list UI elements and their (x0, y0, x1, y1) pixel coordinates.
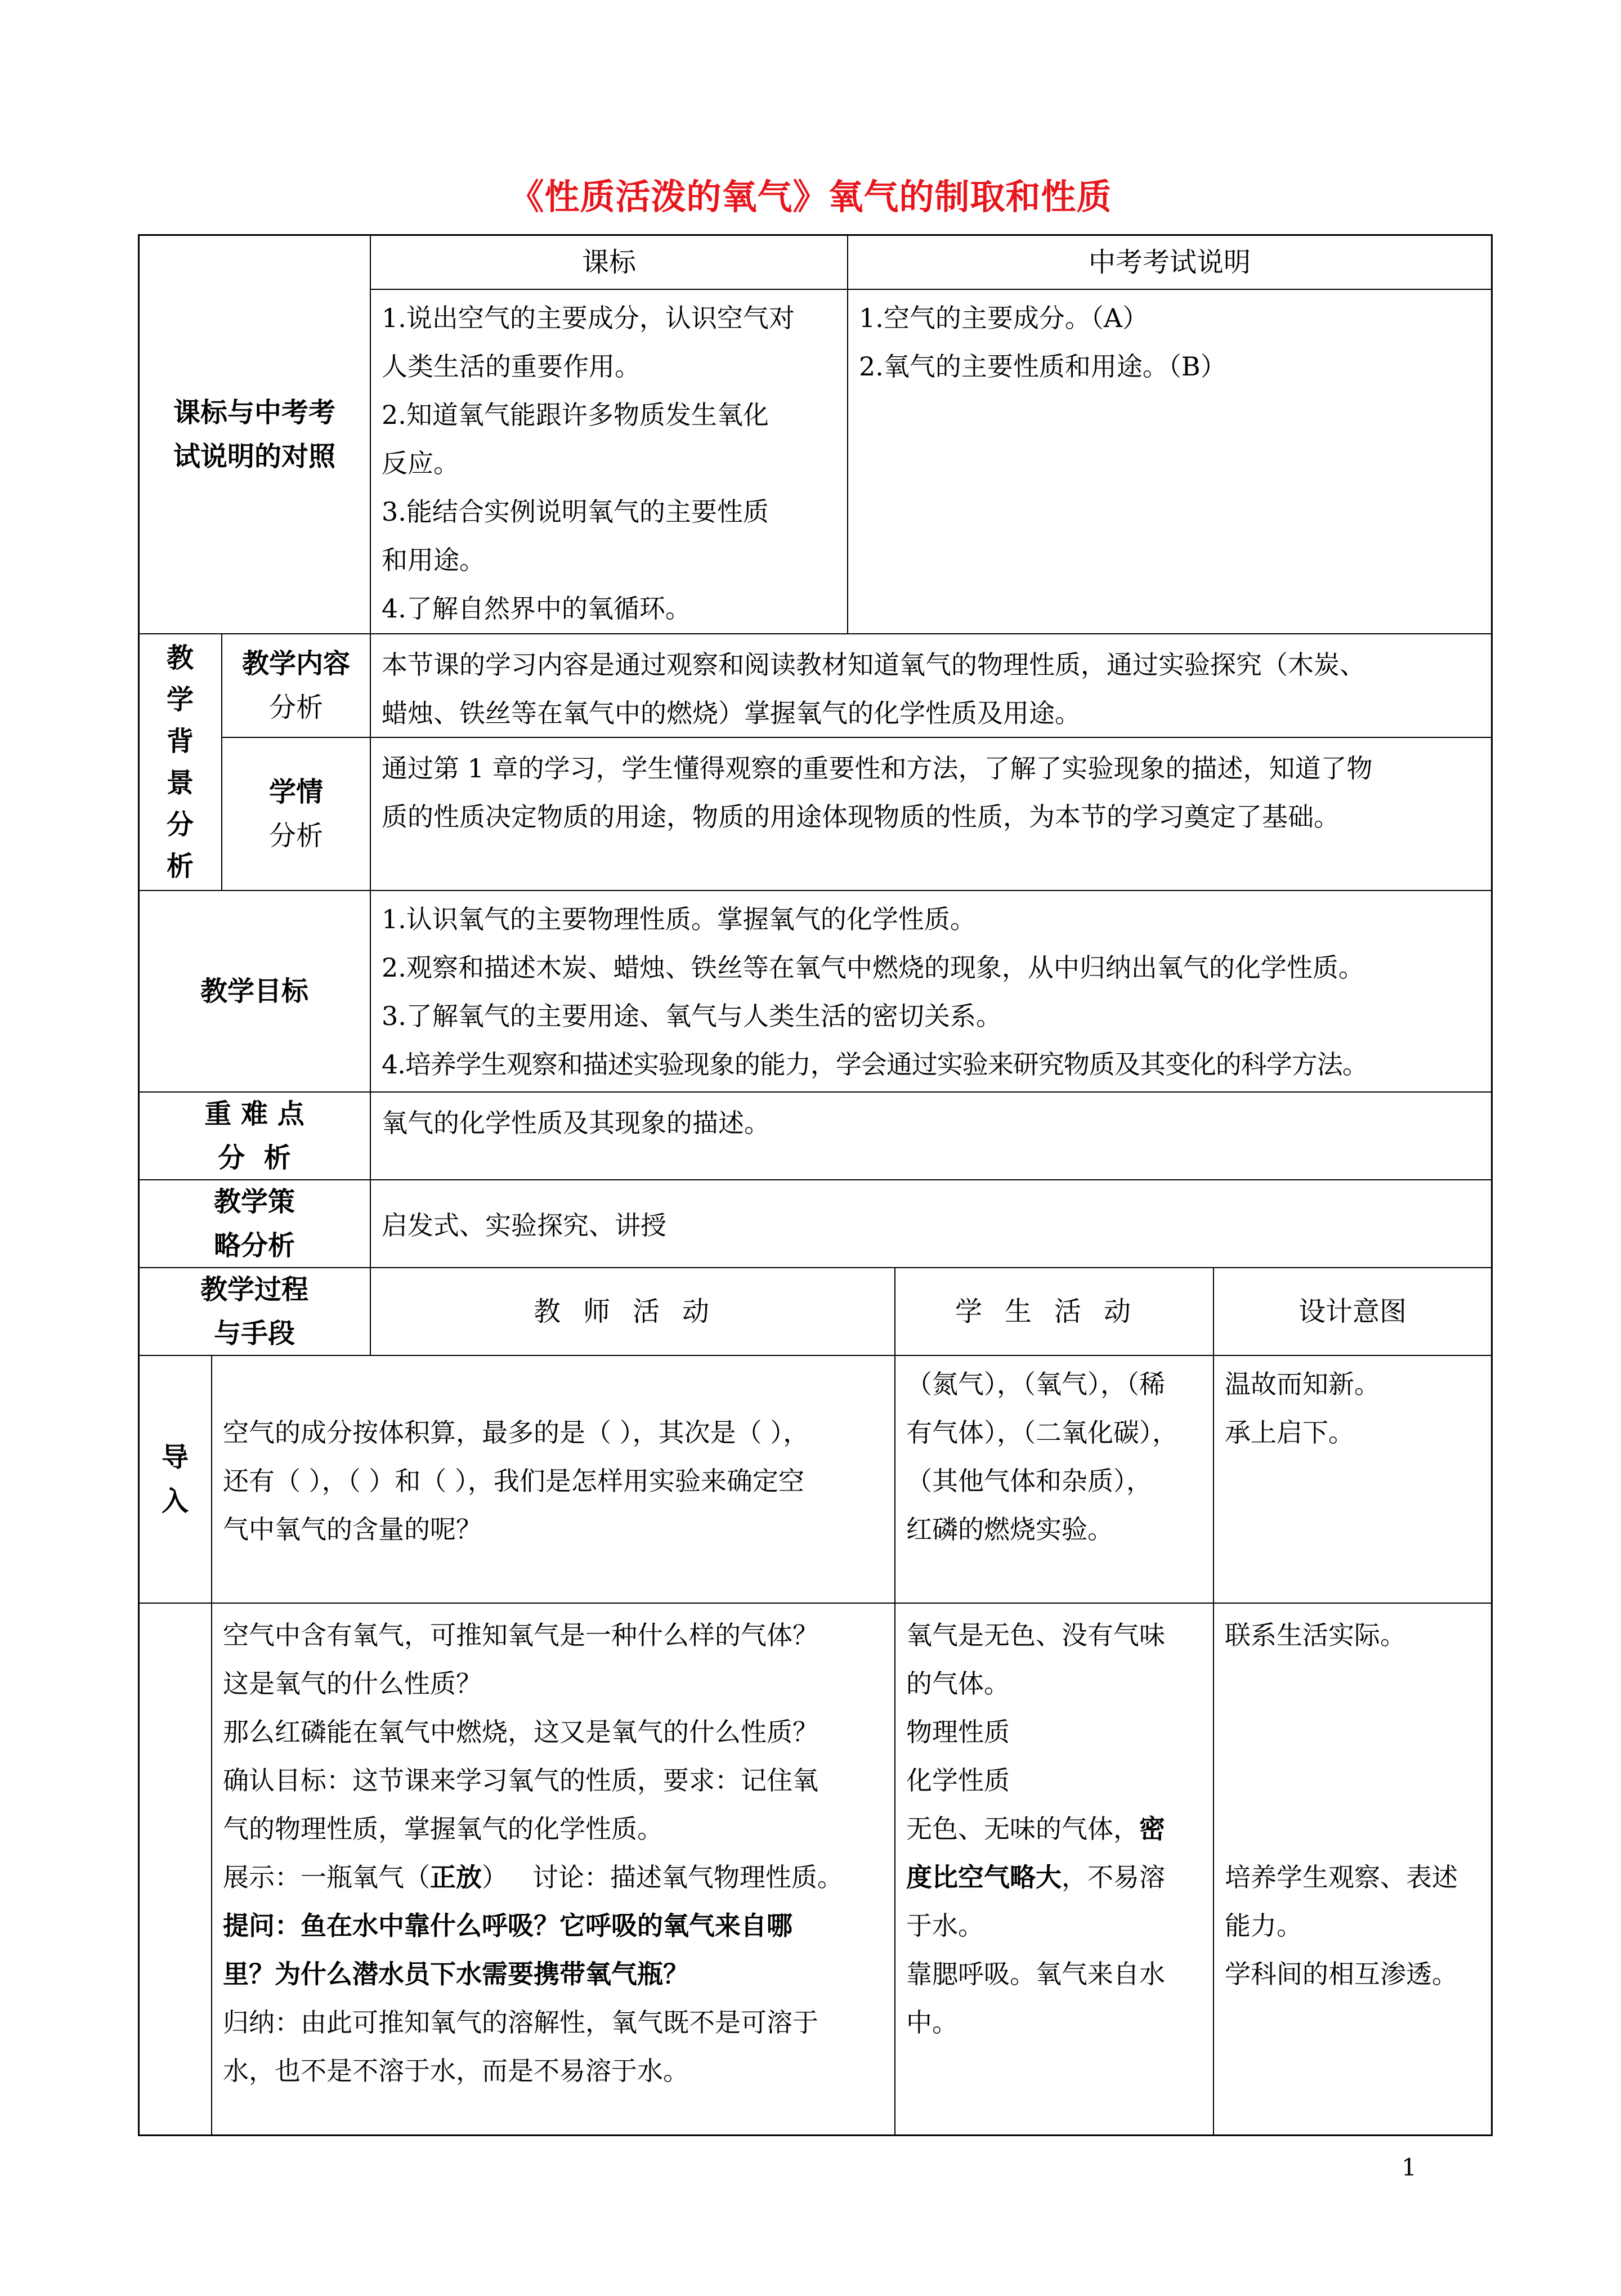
text-line: 红磷的燃烧实验。 (906, 1514, 1113, 1545)
text-span: ） 讨论：描述氧气物理性质。 (482, 1862, 843, 1892)
label-char: 学 (166, 684, 194, 715)
col-line (211, 1355, 212, 2136)
label-line: 分析 (268, 820, 323, 852)
intro-teacher (212, 1355, 895, 1603)
text-line: 物理性质 (906, 1717, 1010, 1747)
goal-line: 4.培养学生观察和描述实验现象的能力，学会通过实验来研究物质及其变化的科学方法。 (382, 1049, 1368, 1080)
col-header-kebiao: 课标 (581, 247, 636, 278)
text-line: 有气体），（二氧化碳）， (906, 1417, 1178, 1448)
intro-design (1213, 1355, 1492, 1603)
intro-student (895, 1355, 1213, 1603)
text-line: 气中氧气的含量的呢？ (223, 1514, 482, 1545)
goal-line: 3.了解氧气的主要用途、氧气与人类生活的密切关系。 (382, 1001, 1002, 1031)
kebiao-line: 1.说出空气的主要成分，认识空气对 (382, 303, 795, 333)
label-line: 教学过程 (200, 1274, 308, 1305)
text-line (906, 1805, 1202, 1853)
label-char: 背 (166, 726, 194, 757)
text-line: 化学性质 (906, 1765, 1010, 1796)
col-header-design: 设计意图 (1298, 1296, 1407, 1327)
label-line: 重 难 点 (204, 1098, 305, 1130)
kebiao-line: 4.了解自然界中的氧循环。 (382, 593, 691, 624)
row-line (370, 289, 1492, 290)
col-line (1213, 1268, 1214, 2136)
strategy-text (370, 1180, 1492, 1268)
col-line (894, 1268, 895, 2136)
text-line: 气的物理性质，掌握氧气的化学性质。 (223, 1814, 663, 1844)
text-line: 还有（ ），（ ）和（ ），我们是怎样用实验来确定空 (223, 1466, 804, 1496)
text-line: 靠腮呼吸。氧气来自水 (906, 1959, 1165, 1989)
page-title: 《性质活泼的氧气》氧气的制取和性质 (509, 176, 1112, 217)
goal-line: 2.观察和描述木炭、蜡烛、铁丝等在氧气中燃烧的现象，从中归纳出氧气的化学性质。 (382, 952, 1364, 983)
label-line: 与手段 (213, 1318, 295, 1349)
label-process (138, 1268, 370, 1355)
text-line: 的气体。 (906, 1668, 1010, 1699)
col-header-zhongkao: 中考考试说明 (1088, 247, 1251, 278)
text-line: 质的性质决定物质的用途，物质的用途体现物质的性质，为本节的学习奠定了基础。 (382, 802, 1340, 832)
text-line: 承上启下。 (1225, 1417, 1354, 1448)
label-strategy (138, 1180, 370, 1268)
kebiao-line: 2.知道氧气能跟许多物质发生氧化 (382, 400, 769, 430)
text-line: 这是氧气的什么性质？ (223, 1668, 482, 1699)
col-header-teacher: 教师活动 (533, 1296, 732, 1327)
col-line (221, 634, 222, 890)
goals-text (370, 890, 1492, 1092)
text-line: 能力。 (1225, 1910, 1302, 1941)
table-border-bottom (138, 2134, 1493, 2136)
row-line (138, 633, 1492, 634)
goal-line: 1.认识氧气的主要物理性质。掌握氧气的化学性质。 (382, 904, 976, 934)
label-line: 课标与中考考 (173, 397, 335, 428)
label-line: 略分析 (213, 1230, 295, 1261)
label-goals (138, 890, 370, 1092)
label-line: 分析 (268, 692, 323, 723)
text-line (223, 1853, 884, 1901)
label-student-analysis (222, 737, 370, 890)
text-line: 中。 (906, 2007, 958, 2038)
row-line (138, 1091, 1492, 1093)
col-line (370, 1268, 371, 1355)
text-span: 展示：一瓶氧气（ (223, 1862, 430, 1892)
label-difficulty (138, 1092, 370, 1180)
row-line (138, 1179, 1492, 1180)
body-student (895, 1603, 1213, 2136)
row-line (138, 1603, 1492, 1604)
text-line: 于水。 (906, 1910, 984, 1941)
text-line: 蜡烛、铁丝等在氧气中的燃烧）掌握氧气的化学性质及用途。 (382, 698, 1081, 728)
row-line (138, 1355, 1492, 1356)
text-line: 空气中含有氧气，可推知氧气是一种什么样的气体？ (223, 1620, 818, 1650)
label-line: 试说明的对照 (173, 441, 335, 472)
zhongkao-line: 1.空气的主要成分。（A） (859, 303, 1149, 333)
label-line: 学情 (268, 776, 323, 808)
text-line: 本节课的学习内容是通过观察和阅读教材知道氧气的物理性质，通过实验探究（木炭、 (382, 650, 1365, 680)
text-span-bold: 正放 (430, 1862, 482, 1892)
col-line (370, 234, 371, 1268)
kebiao-line: 反应。 (382, 448, 459, 478)
difficulty-text (370, 1092, 1492, 1180)
body-teacher (212, 1603, 895, 2136)
page-number: 1 (1401, 2154, 1417, 2181)
text-line: 那么红磷能在氧气中燃烧，这又是氧气的什么性质？ (223, 1717, 818, 1747)
text-line: 氧气的化学性质及其现象的描述。 (382, 1108, 770, 1138)
kebiao-content (370, 289, 848, 634)
kebiao-line: 3.能结合实例说明氧气的主要性质 (382, 496, 769, 527)
label-content-analysis (222, 634, 370, 737)
kebiao-line: 和用途。 (382, 545, 485, 575)
text-line: 水，也不是不溶于水，而是不易溶于水。 (223, 2056, 689, 2086)
row-line (222, 737, 1492, 738)
goals-label: 教学目标 (200, 975, 308, 1007)
label-char: 析 (166, 851, 194, 882)
text-span-bold: 度比空气略大 (906, 1862, 1062, 1892)
text-span: ，不易溶 (1062, 1862, 1165, 1892)
text-line: 里？为什么潜水员下水需要携带氧气瓶？ (223, 1959, 689, 1989)
label-char: 入 (161, 1485, 189, 1517)
zhongkao-content (848, 289, 1492, 634)
text-line: 联系生活实际。 (1225, 1620, 1406, 1650)
label-line: 教学策 (213, 1186, 295, 1218)
zhongkao-line: 2.氧气的主要性质和用途。（B） (859, 351, 1226, 382)
body-design (1213, 1603, 1492, 2136)
row-line (138, 890, 1492, 891)
text-line: 确认目标：这节课来学习氧气的性质，要求：记住氧 (223, 1765, 818, 1796)
label-intro (138, 1355, 212, 1603)
text-span: 无色、无味的气体， (906, 1814, 1139, 1844)
row-line (138, 1267, 1492, 1268)
text-line: 培养学生观察、表述 (1225, 1862, 1458, 1892)
col-header-student: 学生活动 (955, 1296, 1153, 1327)
text-line: （其他气体和杂质）， (906, 1466, 1152, 1496)
table-border-top (138, 234, 1493, 236)
content-analysis-text (370, 634, 1492, 737)
text-line: 启发式、实验探究、讲授 (382, 1210, 666, 1241)
text-line: 氧气是无色、没有气味 (906, 1620, 1165, 1650)
text-line: 提问：鱼在水中靠什么呼吸？它呼吸的氧气来自哪 (223, 1910, 792, 1941)
table-border-left (138, 234, 140, 2136)
kebiao-line: 人类生活的重要作用。 (382, 351, 641, 382)
section-label-standards (138, 235, 370, 634)
text-line: （氮气），（氧气），（稀 (906, 1369, 1165, 1399)
label-char: 导 (161, 1442, 189, 1473)
label-char: 景 (166, 767, 194, 799)
text-line: 温故而知新。 (1225, 1369, 1380, 1399)
col-line (847, 234, 848, 634)
label-line: 教学内容 (241, 648, 350, 679)
table-border-right (1491, 234, 1493, 2136)
text-line (906, 1853, 1202, 1901)
text-line: 归纳：由此可推知氧气的溶解性，氧气既不是可溶于 (223, 2007, 818, 2038)
text-line: 空气的成分按体积算，最多的是（ ），其次是（ ）， (223, 1417, 809, 1448)
text-span-bold: 密 (1139, 1814, 1165, 1844)
text-line: 学科间的相互渗透。 (1225, 1959, 1458, 1989)
label-char: 教 (166, 642, 194, 674)
student-analysis-text (370, 737, 1492, 890)
label-char: 分 (166, 809, 194, 840)
text-line: 通过第 1 章的学习，学生懂得观察的重要性和方法，了解了实验现象的描述，知道了物 (382, 753, 1373, 784)
label-line: 分 析 (218, 1142, 291, 1174)
section-label-background (138, 634, 222, 890)
